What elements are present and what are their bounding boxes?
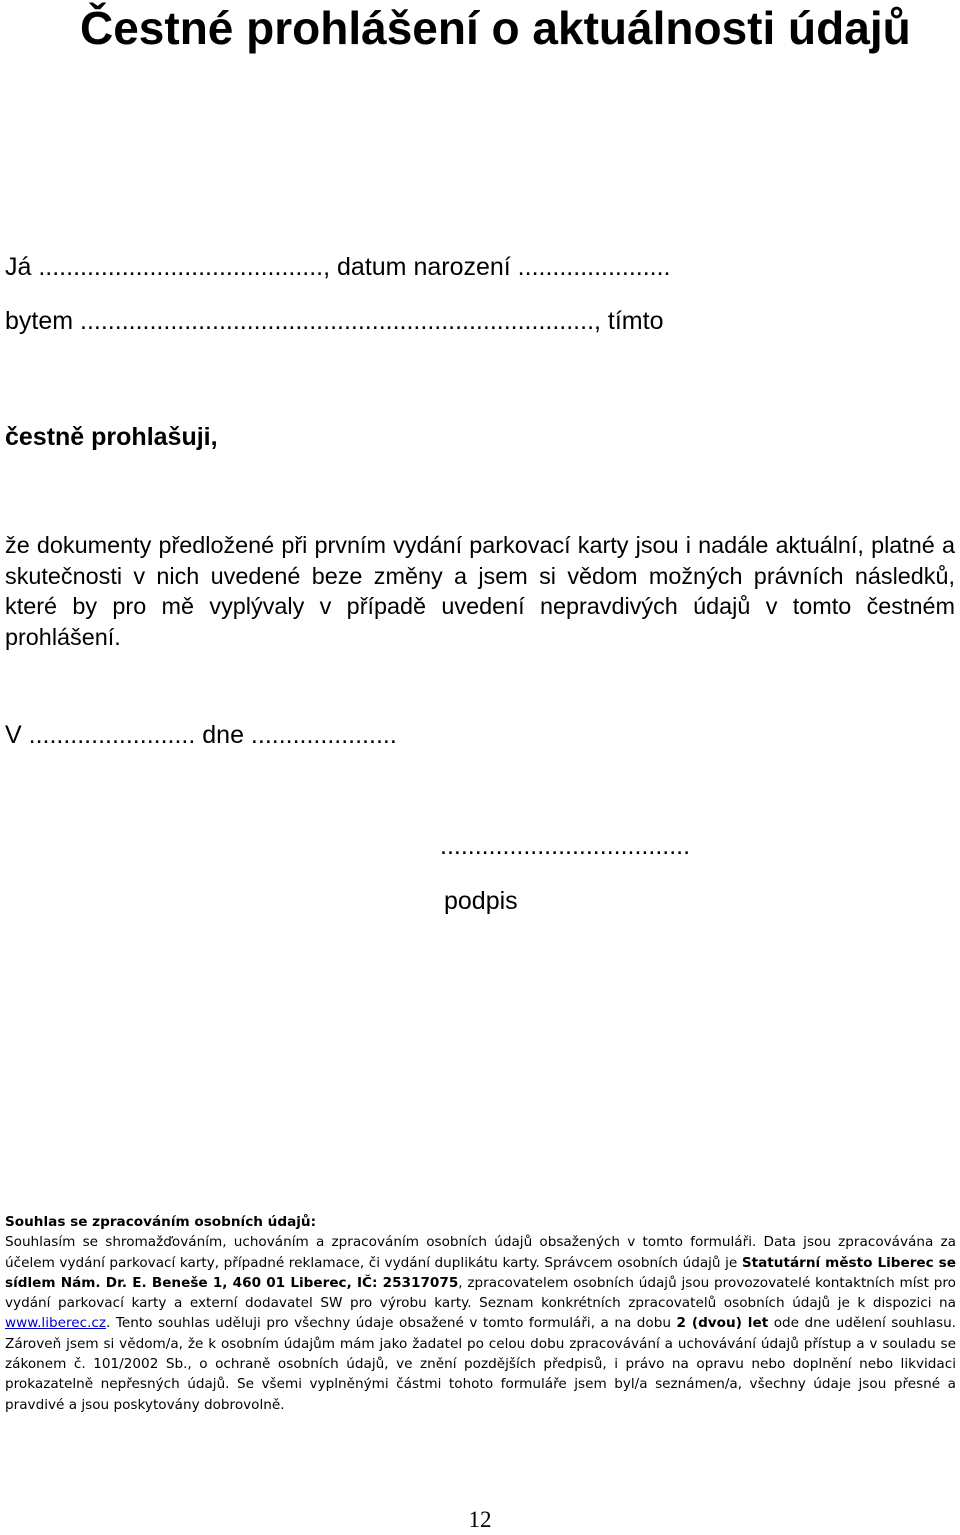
consent-section [5, 1212, 956, 1415]
consent-text-part2: , zpracovatelem osobních údajů jsou provozovatelé kontaktních míst pro vydání parkovací karty a externí dodavatel SW pro výrobu karty. Seznam konkrétních zpracovatelů osobních údajů je k dispozici na [5, 1274, 956, 1312]
place-date-line: V ........................ dne ..................... [5, 721, 397, 749]
name-birthdate-line: Já ........................................., datum narození ...................... [5, 253, 671, 281]
consent-text-part3: . Tento souhlas uděluji pro všechny údaje obsažené v tomto formuláři, a na dobu [106, 1315, 677, 1332]
statement-paragraph: že dokumenty předložené při prvním vydání parkovací karty jsou i nadále aktuální, platné a skutečnosti v nich uvedené beze změny a jsem si vědom možných právních následků, které by pro mě vyplývaly v případě uvedení nepravdivých údajů v tomto čestném prohlášení. [5, 532, 955, 650]
liberec-website-link[interactable]: www.liberec.cz [5, 1315, 107, 1332]
declaration-heading: čestně prohlašuji, [5, 423, 218, 451]
consent-heading: Souhlas se zpracováním osobních údajů: [5, 1214, 317, 1230]
signature-label: podpis [444, 887, 518, 915]
consent-duration: 2 (dvou) let [676, 1315, 769, 1332]
consent-text-part4: ode dne udělení souhlasu. Zároveň jsem si vědom/a, že k osobním údajům mám jako žadatel po celou dobu zpracovávání a uchovávání údajů přístup a v souladu se zákonem č. 101/2002 Sb., o ochraně osobních údajů, ve znění pozdějších předpisů, i právo na opravu nebo doplnění nebo likvidaci prokazatelně nepřesných údajů. Se všemi vyplněnými částmi tohoto formuláře jsem byl/a seznámen/a, všechny údaje jsou přesné a pravdivé a jsou poskytovány dobrovolně. [5, 1315, 957, 1413]
consent-text [5, 1232, 956, 1415]
data-administrator: Statutární město Liberec se sídlem Nám. Dr. E. Beneše 1, 460 01 Liberec, IČ: 25317075 [5, 1254, 956, 1291]
page-title: Čestné prohlášení o aktuálnosti údajů [80, 2, 911, 54]
signature-line: .................................... [440, 832, 691, 860]
page-number: 12 [468, 1507, 492, 1532]
consent-text-part1: Souhlasím se shromažďováním, uchováním a zpracováním osobních údajů obsažených v tomto formuláři. Data jsou zpracovávána za účelem vydání parkovací karty, případné reklamace, či vydání duplikátu karty. Správcem osobních údajů je [5, 1234, 956, 1271]
residence-line: bytem .........................................................................., tímto [5, 307, 664, 335]
